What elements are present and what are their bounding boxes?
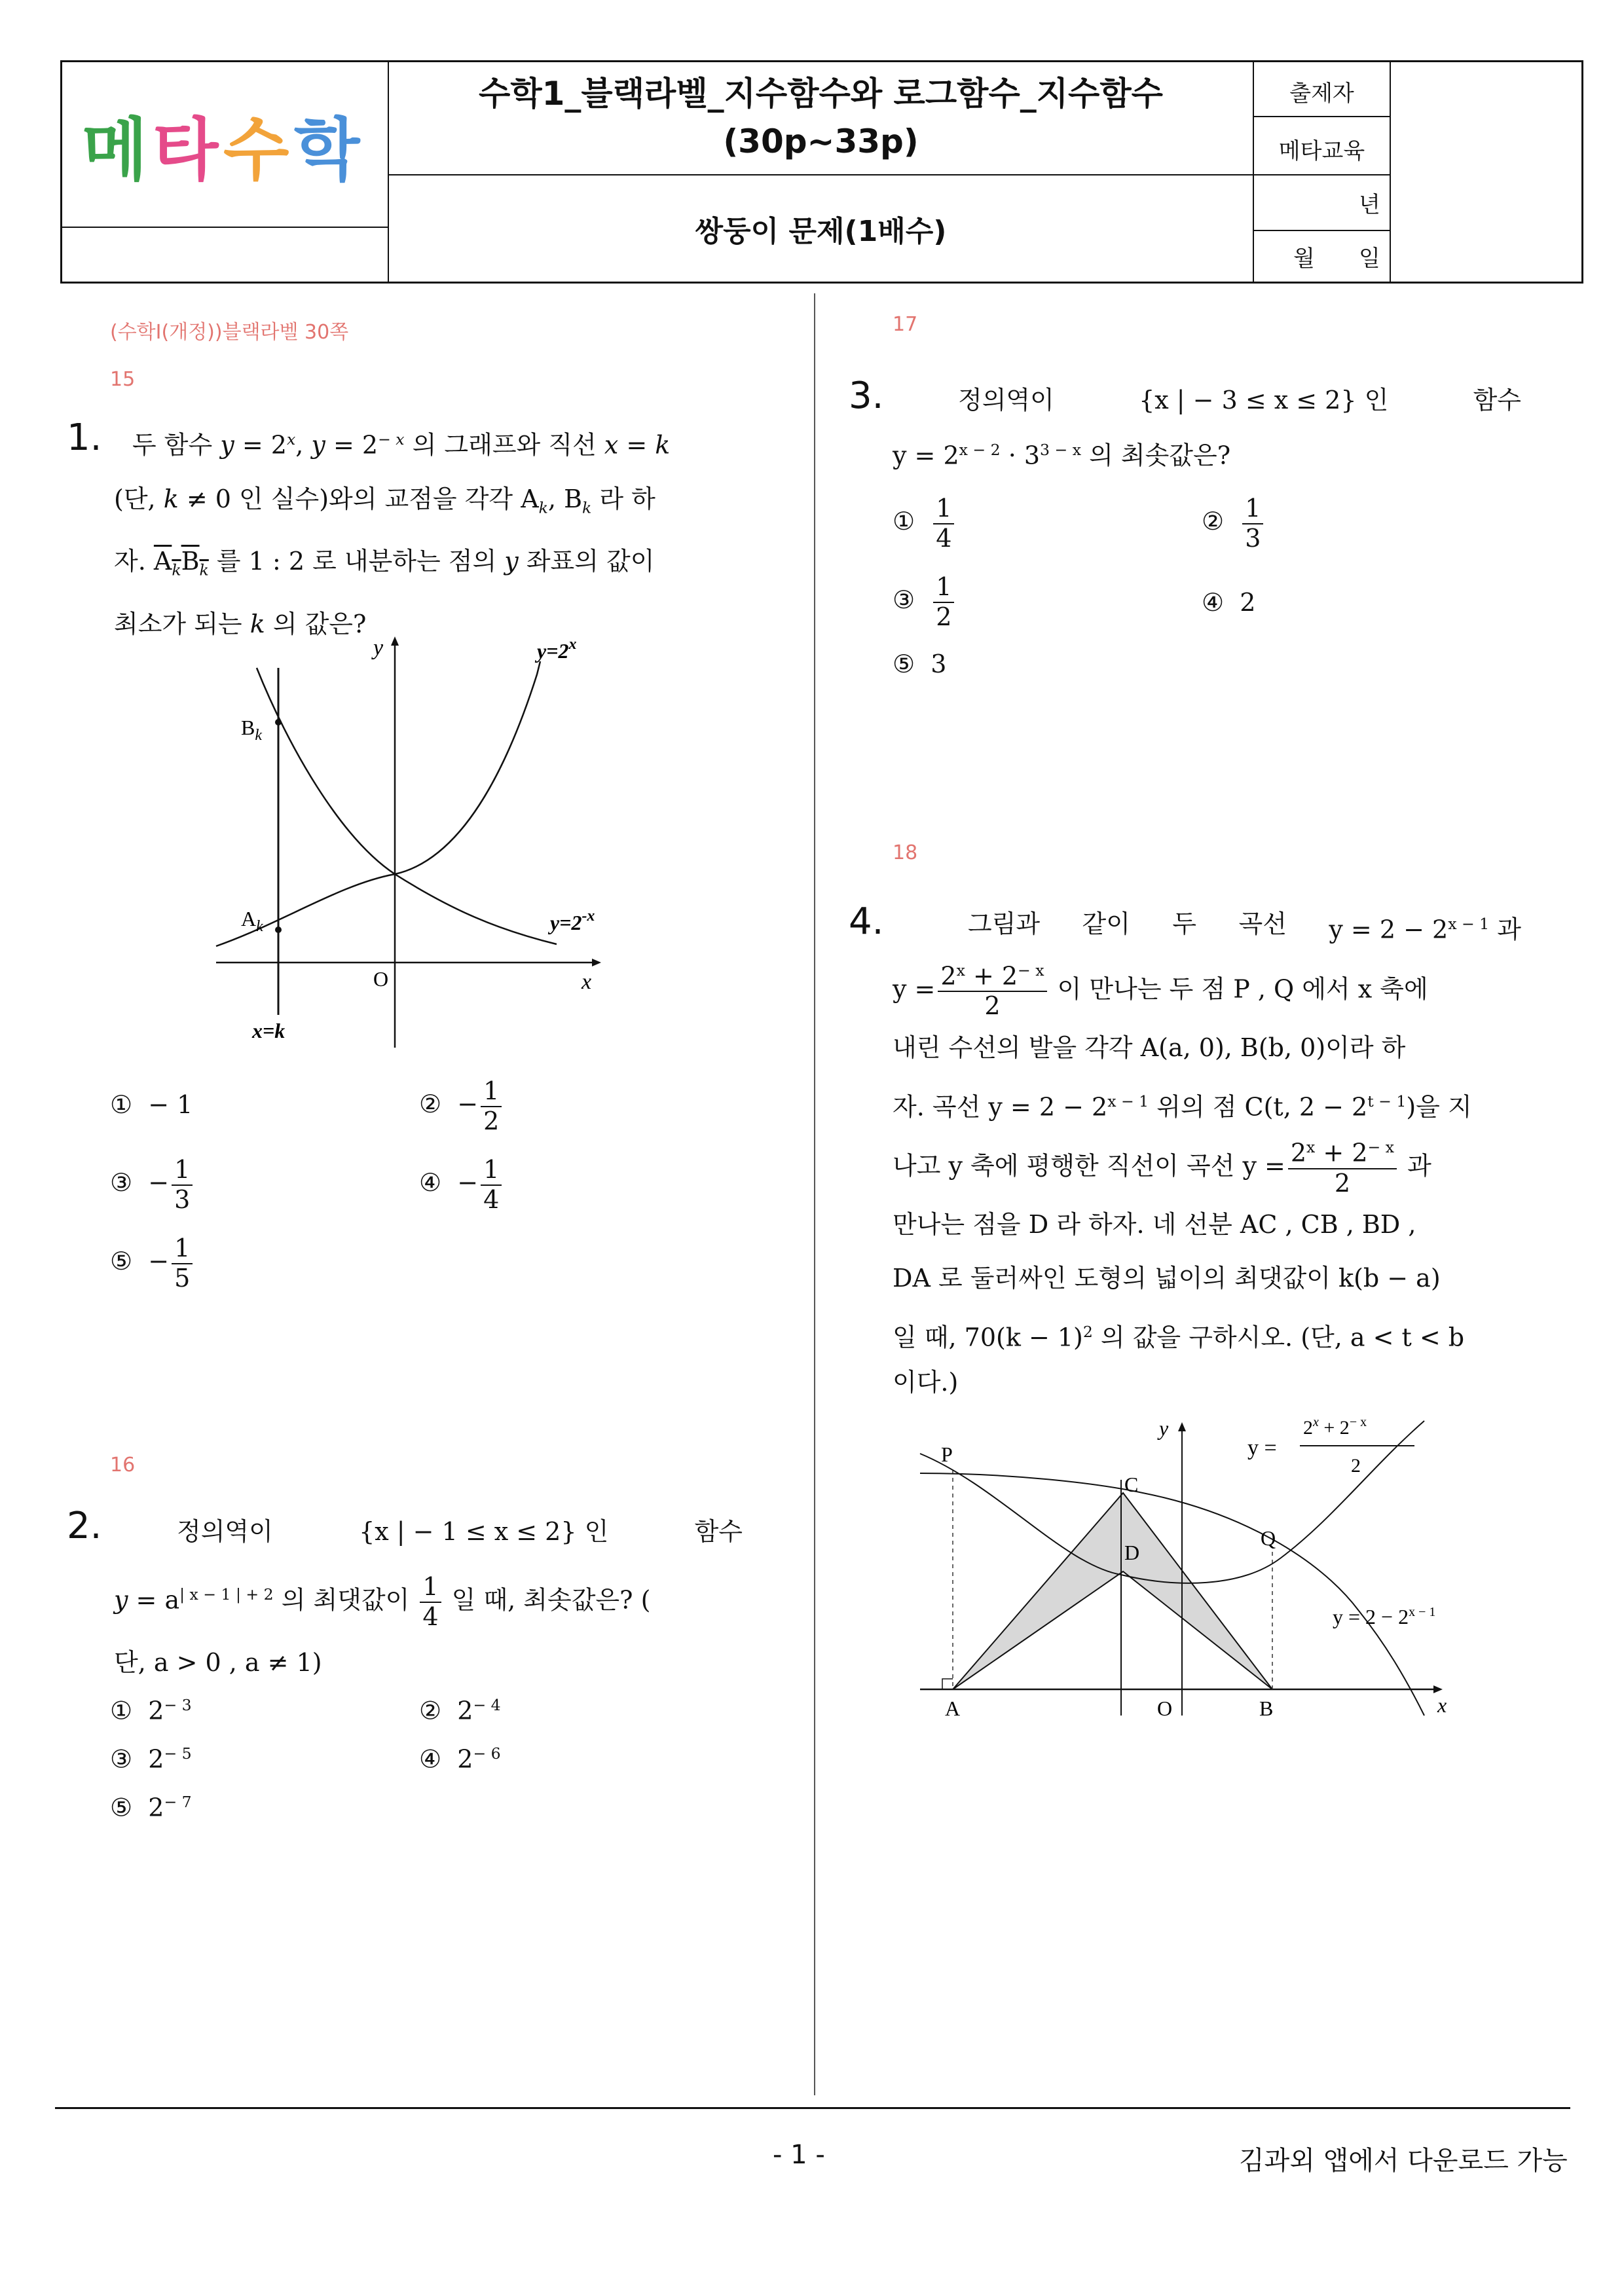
q3-page-ref: 17 <box>893 313 918 336</box>
header-divider <box>1253 230 1390 231</box>
point-b-k <box>275 719 282 725</box>
q2-page-ref: 16 <box>110 1454 136 1477</box>
logo <box>82 95 370 190</box>
document-subtitle: 쌍둥이 문제(1배수) <box>695 215 947 248</box>
x-axis-arrow <box>592 959 601 966</box>
q2-choice-1[interactable]: ① $2^{- 3}$ <box>110 1696 192 1725</box>
x-axis-arrow <box>1433 1685 1443 1693</box>
svg-text:2: 2 <box>1351 1455 1361 1477</box>
q2-choice-2[interactable]: ② $2^{- 4}$ <box>419 1696 501 1725</box>
q1-page-ref: 15 <box>110 368 136 391</box>
q1-graph <box>210 622 629 1054</box>
q1-curve2-label: $y=2^{-x}$ <box>550 908 595 934</box>
header-divider <box>388 174 1253 175</box>
q3-text: 정의역이 {x | − 3 ≤ x ≤ 2} 인 함수 $y = 2^{x - 2} \cdot 3^{3 - x}$ 의 최솟값은? <box>893 386 1521 470</box>
q1-y-label: y <box>373 636 384 660</box>
label-p: P <box>941 1442 953 1466</box>
q3-choice-3[interactable]: ③ $\frac{1}{2}$ <box>893 573 957 631</box>
author-value: 메타교육 <box>1278 138 1365 164</box>
q4-text: 그림과 같이 두 곡선 $y = 2 - 2^{x - 1}$ 과 y = $\frac{2^x + 2^{- x}}{2}$ 이 만나는 두 점 P , Q 에서 x 축에 내린 수선의 발을 각각 A(a, 0), B(b, 0)이라 하 자. 곡선 $y = 2 - 2^{x - 1}$ 위의 점 C(t, $2 - 2^{t - 1}$)을 지 나고 y 축에 평행한 직선이 곡선 y = $\frac{2^x + 2^{- x}}{2}$ 과 만나는 점을 D 라 하자. 네 선분 AC , CB , BD , DA 로 둘러싸인 도형의 넓이의 최댓값이 k(b − a) 일 때, $70(k - 1)^2$ 의 값을 구하시오. (단, a < t < b 이다.) <box>893 909 1521 1397</box>
q3-choice-2[interactable]: ② $\frac{1}{3}$ <box>1202 494 1266 553</box>
label-a: A <box>945 1697 961 1720</box>
svg-text:y =: y = <box>1247 1436 1277 1460</box>
q1-number: 1. <box>67 416 102 459</box>
q1-choice-5[interactable]: ⑤ − $\frac{1}{5}$ <box>110 1234 195 1293</box>
q3-choice-5[interactable]: ⑤ 3 <box>893 650 947 678</box>
q1-curve1-label: $y=2^x$ <box>537 636 577 663</box>
q1-choice-3[interactable]: ③ − $\frac{1}{3}$ <box>110 1156 195 1214</box>
q1-line-label: x=k <box>252 1019 286 1042</box>
column-divider <box>814 293 815 2095</box>
q1-point-a-label: $A_k$ <box>241 907 263 935</box>
label-y-axis: y <box>1159 1416 1169 1440</box>
curve-2-pow-neg-x <box>257 668 557 944</box>
label-curve-bottom: $y = 2 - 2^{x - 1}$ <box>1333 1605 1436 1628</box>
curve-2-pow-x <box>216 661 540 946</box>
q2-choice-4[interactable]: ④ $2^{- 6}$ <box>419 1744 501 1774</box>
q3-number: 3. <box>849 375 884 417</box>
q3-choice-1[interactable]: ① $\frac{1}{4}$ <box>893 494 957 553</box>
document-title-pages: (30p~33p) <box>723 122 919 160</box>
q1-origin-label: O <box>373 967 389 991</box>
label-c: C <box>1124 1473 1139 1496</box>
q1-choice-2[interactable]: ② − $\frac{1}{2}$ <box>419 1077 504 1135</box>
source-tag: (수학I(개정))블랙라벨 30쪽 <box>110 321 349 344</box>
q1-x-label: x <box>581 970 592 994</box>
right-angle-mark <box>942 1679 953 1689</box>
download-notice: 김과외 앱에서 다운로드 가능 <box>1239 2146 1568 2176</box>
label-curve-average <box>1247 1415 1414 1477</box>
q4-graph <box>913 1414 1496 1729</box>
label-x-axis: x <box>1437 1693 1447 1717</box>
label-origin: O <box>1157 1697 1173 1720</box>
document-title: 수학1_블랙라벨_지수함수와 로그함수_지수함수 <box>479 75 1163 113</box>
q4-page-ref: 18 <box>893 841 918 864</box>
month-label: 월 <box>1293 246 1315 272</box>
svg-text:2x + 2− x: $2^x + 2^{- x}$ <box>1303 1415 1367 1439</box>
header-table <box>60 60 1583 284</box>
author-label: 출제자 <box>1289 81 1354 107</box>
y-axis-arrow <box>1178 1422 1186 1431</box>
y-axis-arrow <box>391 636 399 646</box>
header-divider <box>1253 116 1390 117</box>
header-divider <box>1253 174 1390 175</box>
page-number: - 1 - <box>773 2140 825 2170</box>
label-d: D <box>1124 1541 1140 1564</box>
logo-char: 수 <box>223 110 289 190</box>
q1-text: 두 함수 $y = 2^x$, $y = 2^{- x}$ 의 그래프와 직선 x = k (단, k ≠ 0 인 실수)와의 교점을 각각 $A_k$, $B_k$ 라 하 자. $A_kB_k$ 를 1 : 2 로 내분하는 점의 y 좌표의 값이 최소가 되는 k 의 값은? <box>114 430 671 638</box>
q1-choice-1[interactable]: ① − 1 <box>110 1090 193 1119</box>
logo-char: 메 <box>82 110 148 190</box>
q2-choice-3[interactable]: ③ $2^{- 5}$ <box>110 1744 192 1774</box>
day-label: 일 <box>1359 246 1380 272</box>
header-divider <box>1390 62 1391 282</box>
q2-number: 2. <box>67 1505 102 1547</box>
q4-number: 4. <box>849 900 884 943</box>
q2-text: 정의역이 {x | − 1 ≤ x ≤ 2} 인 함수 $y = a^{| x - 1 | + 2}$ 의 최댓값이 $\frac{1}{4}$ 일 때, 최솟값은? ( 단, a > 0 , a ≠ 1) <box>114 1517 743 1677</box>
year-label: 년 <box>1359 192 1380 218</box>
q1-point-b-label: $B_k$ <box>241 716 262 744</box>
q2-choice-5[interactable]: ⑤ $2^{- 7}$ <box>110 1793 192 1822</box>
label-b: B <box>1259 1697 1274 1720</box>
footer-rule <box>55 2107 1570 2109</box>
logo-char: 학 <box>294 110 360 190</box>
shaded-quadrilateral <box>953 1493 1272 1689</box>
q3-choice-4[interactable]: ④ 2 <box>1202 588 1256 617</box>
q1-choice-4[interactable]: ④ − $\frac{1}{4}$ <box>419 1156 504 1214</box>
logo-char: 타 <box>153 110 219 190</box>
point-a-k <box>275 927 282 933</box>
label-q: Q <box>1261 1526 1276 1550</box>
header-divider <box>62 227 388 228</box>
